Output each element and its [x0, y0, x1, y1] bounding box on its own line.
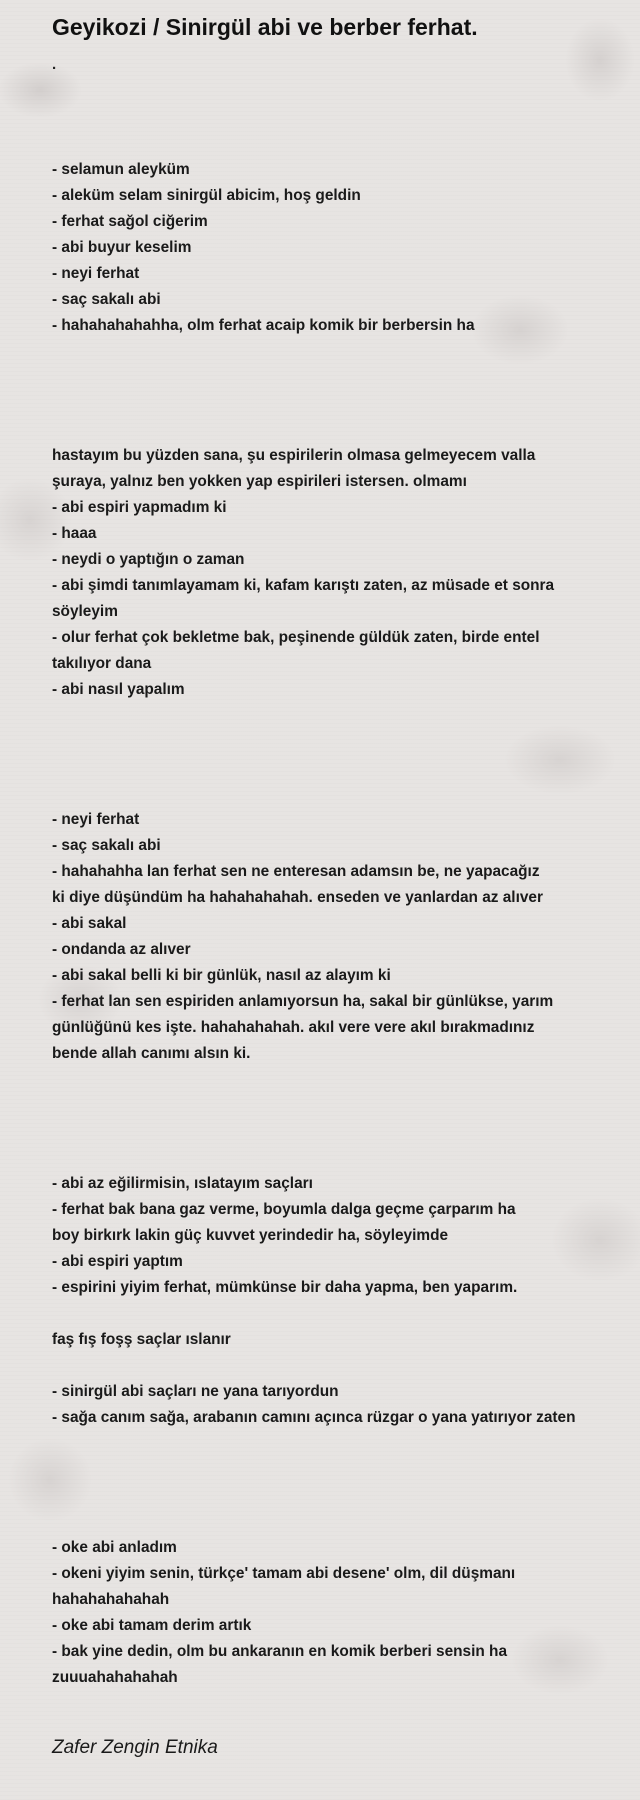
poem-body [52, 131, 612, 1691]
poem-line: - neydi o yaptığın o zaman [52, 551, 245, 568]
poem-line: - abi şimdi tanımlayamam ki, kafam karıştı zaten, az müsade et sonra [52, 577, 555, 594]
poem-line: - abi nasıl yapalım [52, 681, 185, 698]
poem-line: ki diye düşündüm ha hahahahahah. enseden ve yanlardan az alıver [52, 889, 543, 906]
poem-line: - abi sakal [52, 915, 127, 932]
poem-line: - neyi ferhat [52, 265, 140, 282]
poem-line: - bak yine dedin, olm bu ankaranın en komik berberi sensin ha [52, 1643, 508, 1660]
poem-line: - okeni yiyim senin, türkçe' tamam abi desene' olm, dil düşmanı [52, 1565, 516, 1582]
blank-line [52, 755, 612, 781]
blank-line [52, 781, 612, 807]
blank-line [52, 1067, 612, 1093]
blank-line [52, 1483, 612, 1509]
blank-line [52, 417, 612, 443]
poem-line: - ondanda az alıver [52, 941, 191, 958]
poem-line: - abi az eğilirmisin, ıslatayım saçları [52, 1175, 313, 1192]
poem-line: boy birkırk lakin güç kuvvet yerindedir ha, söyleyimde [52, 1227, 449, 1244]
poem-line: - ferhat sağol ciğerim [52, 213, 208, 230]
poem-line: - abi buyur keselim [52, 239, 192, 256]
blank-line [52, 1093, 612, 1119]
poem-line: - espirini yiyim ferhat, mümkünse bir daha yapma, ben yaparım. [52, 1279, 518, 1296]
blank-line [52, 1353, 612, 1379]
poem-line: - aleküm selam sinirgül abicim, hoş geldin [52, 187, 361, 204]
poem-title: Geyikozi / Sinirgül abi ve berber ferhat. [52, 14, 478, 40]
poem-line: - ferhat lan sen espiriden anlamıyorsun ha, sakal bir günlükse, yarım [52, 993, 554, 1010]
poem-line: - oke abi tamam derim artık [52, 1617, 252, 1634]
poem-line: söyleyim [52, 603, 118, 620]
poem-line: - abi espiri yapmadım ki [52, 499, 227, 516]
blank-line [52, 1431, 612, 1457]
poem-line: - sağa canım sağa, arabanın camını açınca rüzgar o yana yatırıyor zaten [52, 1409, 576, 1426]
subtitle-dot: . [52, 56, 57, 73]
author-name: Zafer Zengin Etnika [52, 1737, 218, 1758]
poem-line: şuraya, yalnız ben yokken yap espirileri istersen. olmamı [52, 473, 467, 490]
blank-line [52, 1301, 612, 1327]
poem-line: - hahahahha lan ferhat sen ne enteresan adamsın be, ne yapacağız [52, 863, 540, 880]
blank-line [52, 1457, 612, 1483]
poem-line: - abi sakal belli ki bir günlük, nasıl az alayım ki [52, 967, 391, 984]
poem-line: - olur ferhat çok bekletme bak, peşinende güldük zaten, birde entel [52, 629, 540, 646]
blank-line [52, 391, 612, 417]
blank-line [52, 1145, 612, 1171]
poem-line: - saç sakalı abi [52, 291, 161, 308]
poem-line: - abi espiri yaptım [52, 1253, 183, 1270]
blank-line [52, 131, 612, 157]
poem-line: - ferhat bak bana gaz verme, boyumla dalga geçme çarparım ha [52, 1201, 516, 1218]
blank-line [52, 365, 612, 391]
poem-line: hastayım bu yüzden sana, şu espirilerin olmasa gelmeyecem valla [52, 447, 536, 464]
poem-line: zuuuahahahahah [52, 1669, 178, 1686]
blank-line [52, 1509, 612, 1535]
poem-line: hahahahahahah [52, 1591, 170, 1608]
blank-line [52, 339, 612, 365]
poem-line: faş fış foşş saçlar ıslanır [52, 1331, 231, 1348]
poem-line: - oke abi anladım [52, 1539, 177, 1556]
poem-line: günlüğünü kes işte. hahahahahah. akıl vere vere akıl bırakmadınız [52, 1019, 535, 1036]
poem-line: - selamun aleyküm [52, 161, 190, 178]
poem-line: - hahahahahahha, olm ferhat acaip komik bir berbersin ha [52, 317, 475, 334]
poem-line: takılıyor dana [52, 655, 152, 672]
poem-line: bende allah canımı alsın ki. [52, 1045, 251, 1062]
blank-line [52, 729, 612, 755]
blank-line [52, 703, 612, 729]
blank-line [52, 1119, 612, 1145]
poem-line: - sinirgül abi saçları ne yana tarıyordun [52, 1383, 339, 1400]
poem-line: - saç sakalı abi [52, 837, 161, 854]
poem-line: - haaa [52, 525, 97, 542]
poem-line: - neyi ferhat [52, 811, 140, 828]
